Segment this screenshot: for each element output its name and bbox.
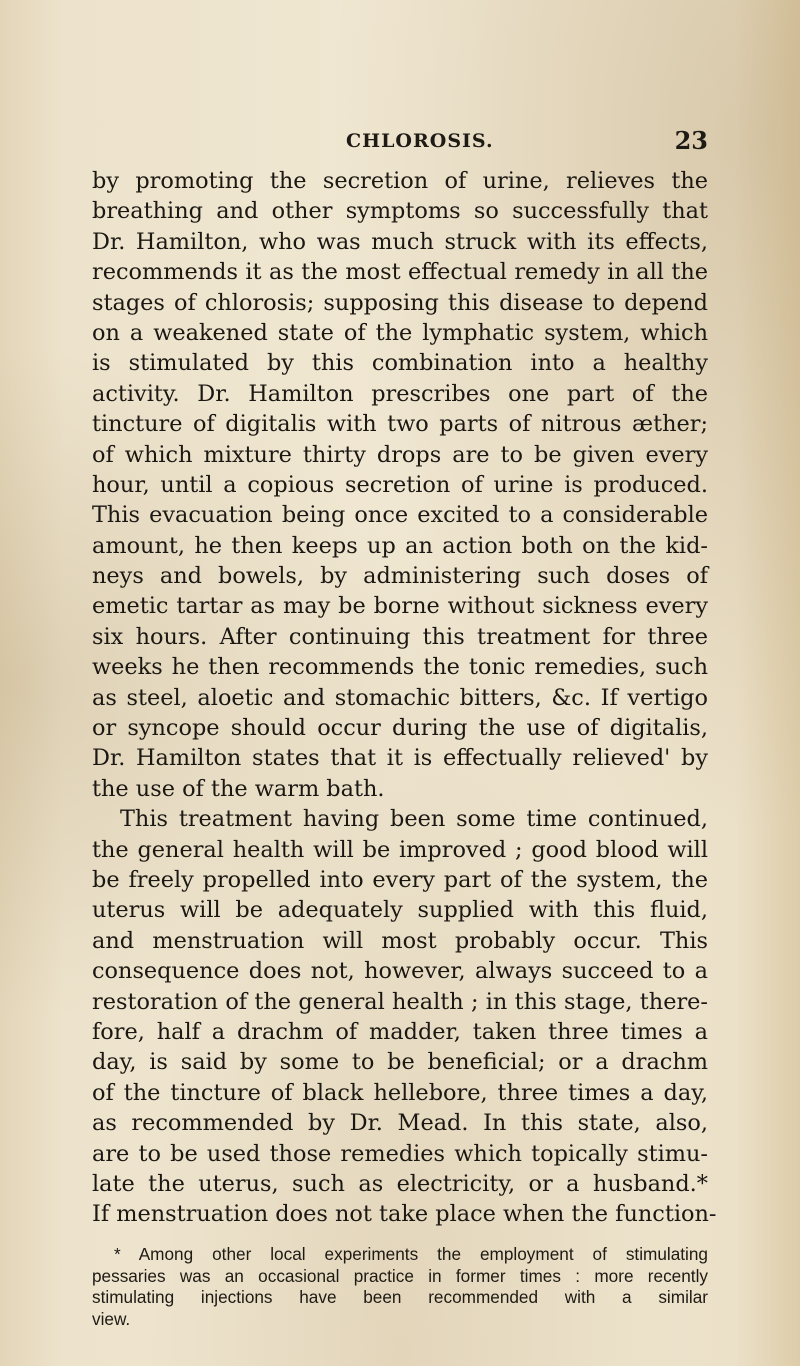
text-line: emetic tartar as may be borne without sickness every [92,593,708,620]
text-line: breathing and other symptoms so successfully that [92,198,708,225]
text-line: as steel, aloetic and stomachic bitters, &c. If vertigo [92,684,708,711]
text-line: of the tincture of black hellebore, three times a day, [92,1079,708,1106]
text-line: restoration of the general health ; in this stage, there- [92,988,708,1015]
body-text [92,166,717,1230]
text-line: activity. Dr. Hamilton prescribes one part of the [92,380,708,407]
text-line: the general health will be improved ; good blood will [92,836,708,863]
text-line: and menstruation will most probably occur. This [92,927,708,954]
text-line: Dr. Hamilton, who was much struck with its effects, [92,228,708,255]
text-line: Dr. Hamilton states that it is effectually relieved' by [92,745,708,772]
text-line: six hours. After continuing this treatment for three [92,623,708,650]
text-line: be freely propelled into every part of the system, the [92,866,708,893]
text-line: is stimulated by this combination into a healthy [92,350,708,377]
text-line: This treatment having been some time continued, [120,806,708,833]
footnote-line: * Among other local experiments the employment of stimulating [114,1244,708,1264]
text-line: neys and bowels, by administering such doses of [92,563,708,590]
text-line: This evacuation being once excited to a considerable [92,502,708,529]
running-title: CHLOROSIS. [346,130,494,152]
text-line: the use of the warm bath. [92,775,385,802]
text-line: hour, until a copious secretion of urine is produced. [92,471,708,498]
text-line: amount, he then keeps up an action both on the kid- [92,532,708,559]
footnote-line: pessaries was an occasional practice in former times : more recently [92,1265,708,1286]
text-line: day, is said by some to be beneficial; or a drachm [92,1049,708,1076]
text-line: If menstruation does not take place when the function- [92,1201,717,1228]
text-line: on a weakened state of the lymphatic system, which [92,319,708,346]
text-line: or syncope should occur during the use of digitalis, [92,715,708,742]
text-line: late the uterus, such as electricity, or a husband.* [92,1170,708,1197]
text-line: consequence does not, however, always succeed to a [92,958,708,985]
text-line: of which mixture thirty drops are to be given every [92,441,708,468]
text-line: fore, half a drachm of madder, taken three times a [92,1018,708,1045]
text-line: as recommended by Dr. Mead. In this state, also, [92,1110,708,1137]
footnote [92,1244,708,1330]
text-line: weeks he then recommends the tonic remedies, such [92,654,708,681]
footnote-line: view. [92,1308,131,1329]
text-line: stages of chlorosis; supposing this disease to depend [92,289,708,316]
text-line: are to be used those remedies which topically stimu- [92,1140,708,1167]
text-line: recommends it as the most effectual remedy in all the [92,259,708,286]
text-line: uterus will be adequately supplied with this fluid, [92,897,708,924]
page-number: 23 [674,126,708,155]
text-line: by promoting the secretion of urine, relieves the [92,168,708,194]
text-line: tincture of digitalis with two parts of nitrous æther; [92,411,708,438]
running-head [120,126,708,160]
footnote-line: stimulating injections have been recommended with a similar [92,1287,708,1308]
